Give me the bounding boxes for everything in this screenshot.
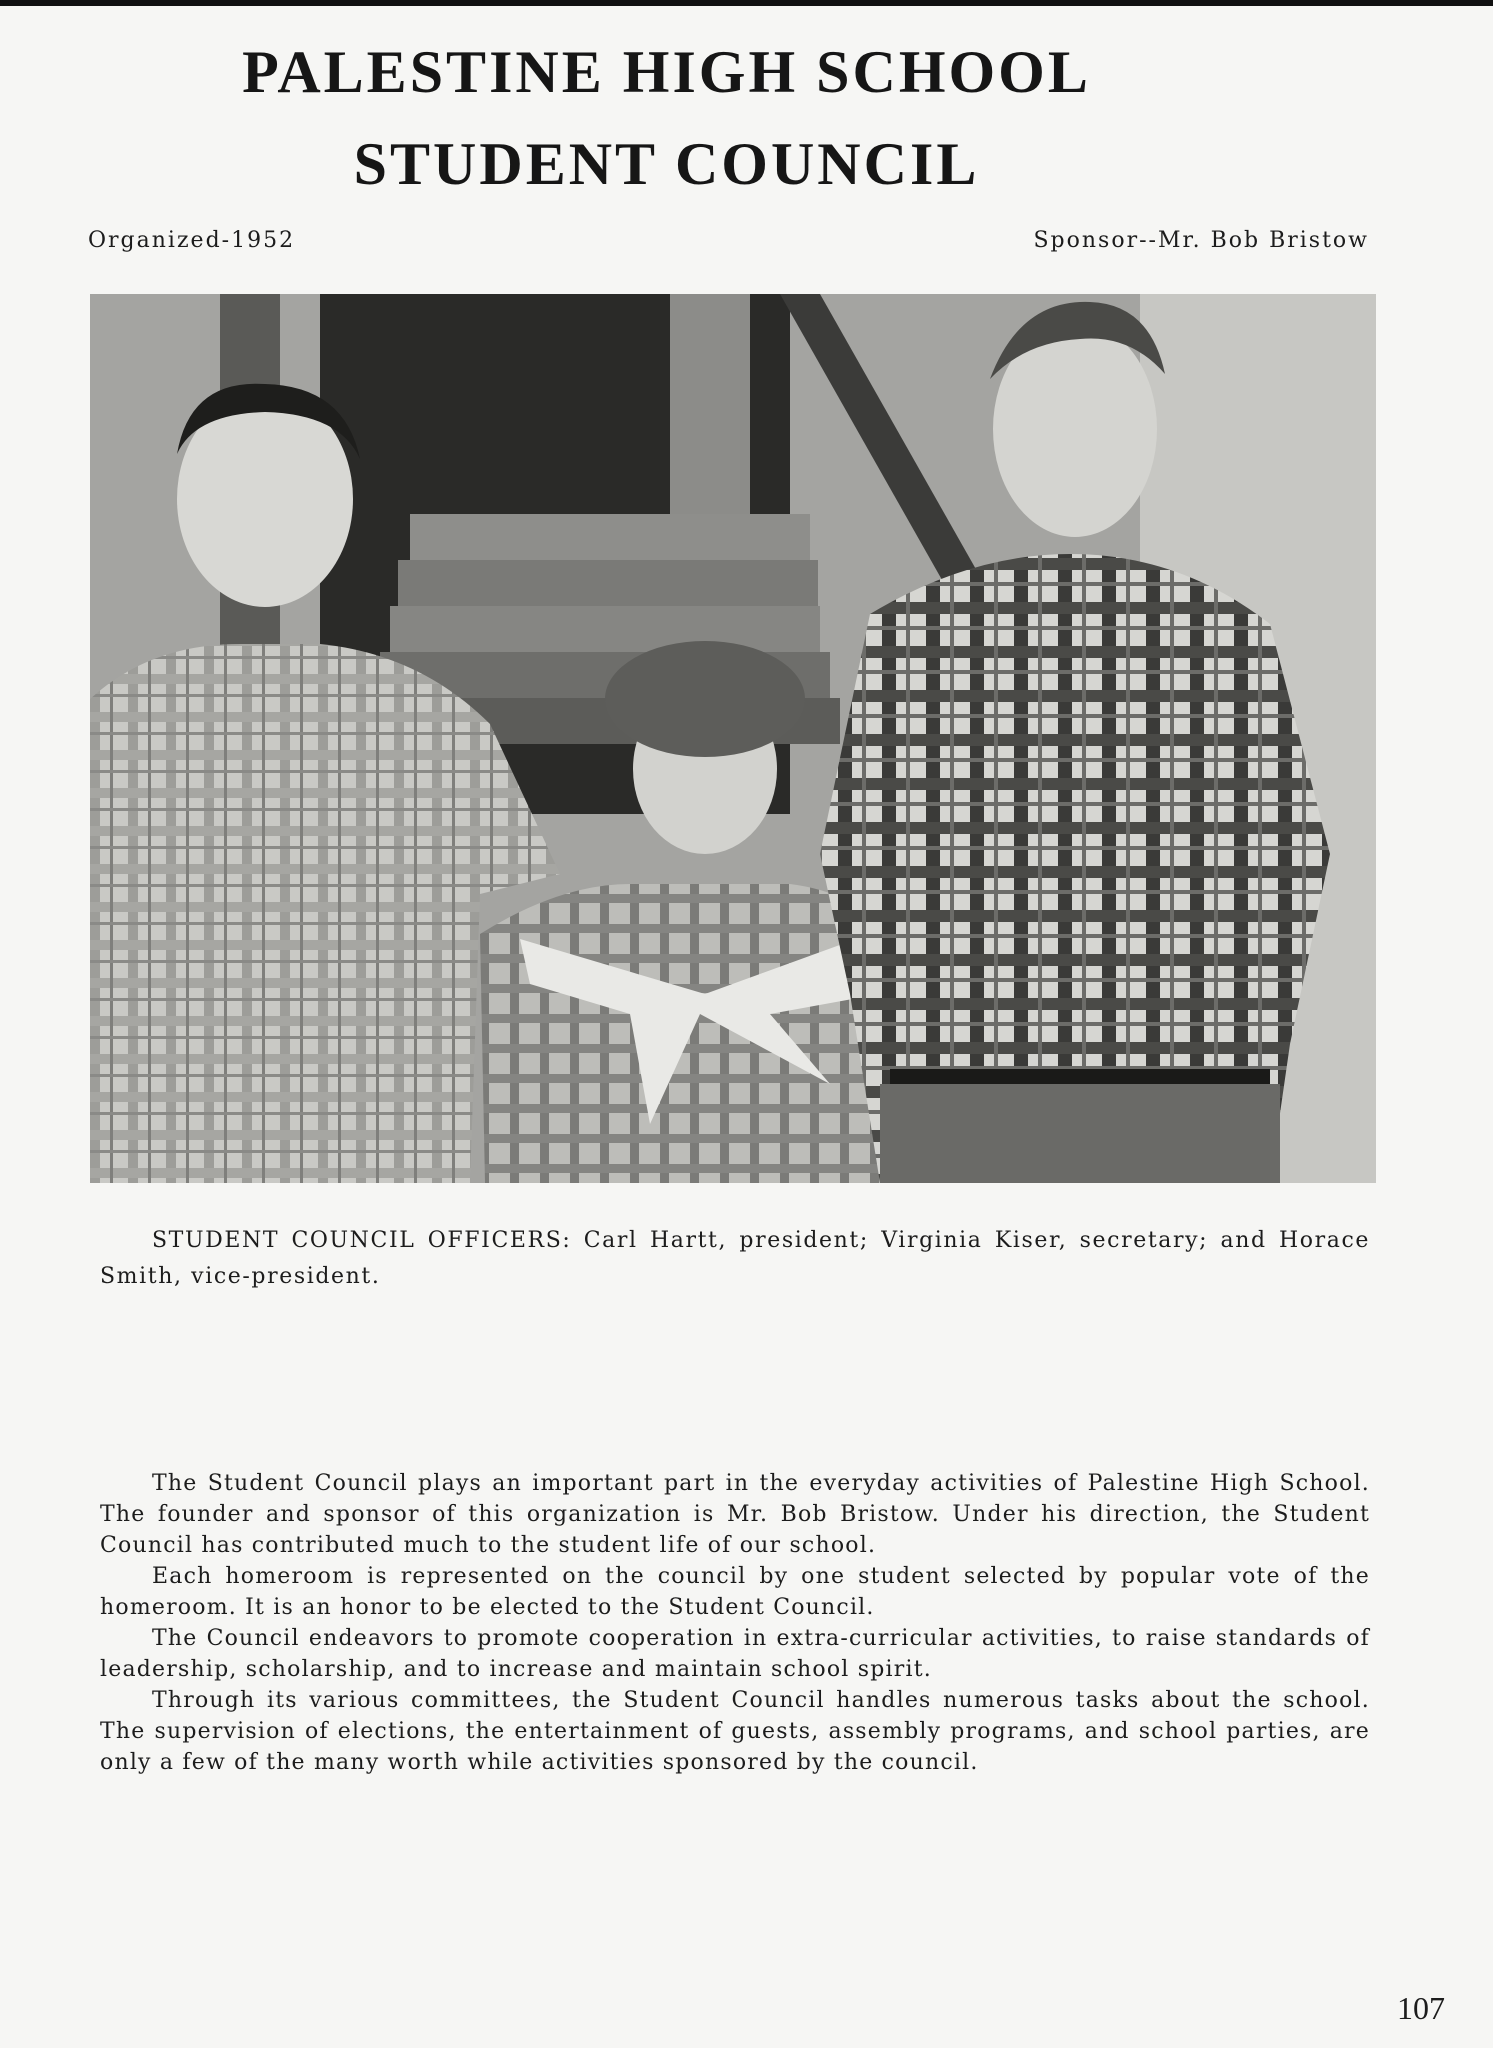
paragraph-2: Each homeroom is represented on the council by one student selected by popular vote of the homeroom. It is an honor to be elected to the Student Council.: [100, 1564, 1370, 1620]
page-title-line2: STUDENT COUNCIL: [353, 131, 980, 197]
organized-date: Organized-1952: [88, 228, 296, 253]
officers-photo: [90, 294, 1376, 1183]
article-body: [100, 1468, 1370, 1778]
page-number: 107: [1397, 1990, 1445, 2026]
photo-caption: STUDENT COUNCIL OFFICERS: Carl Hartt, president; Virginia Kiser, secretary; and Horace Smith, vice-president.: [100, 1228, 1370, 1289]
paragraph-4: Through its various committees, the Student Council handles numerous tasks about the school. The supervision of elections, the entertainment of guests, assembly programs, and school parties, are only a few of the many worth while activities sponsored by the council.: [100, 1688, 1370, 1775]
paragraph-1: The Student Council plays an important part in the everyday activities of Palestine High School. The founder and sponsor of this organization is Mr. Bob Bristow. Under his direction, the Student Council has contributed much to the student life of our school.: [100, 1471, 1370, 1558]
page-title-line1: PALESTINE HIGH SCHOOL: [242, 39, 1091, 105]
top-border: [0, 0, 1493, 6]
sponsor-label: Sponsor--Mr. Bob Bristow: [1033, 228, 1369, 253]
paragraph-3: The Council endeavors to promote cooperation in extra-curricular activities, to raise standards of leadership, scholarship, and to increase and maintain school spirit.: [100, 1626, 1370, 1682]
